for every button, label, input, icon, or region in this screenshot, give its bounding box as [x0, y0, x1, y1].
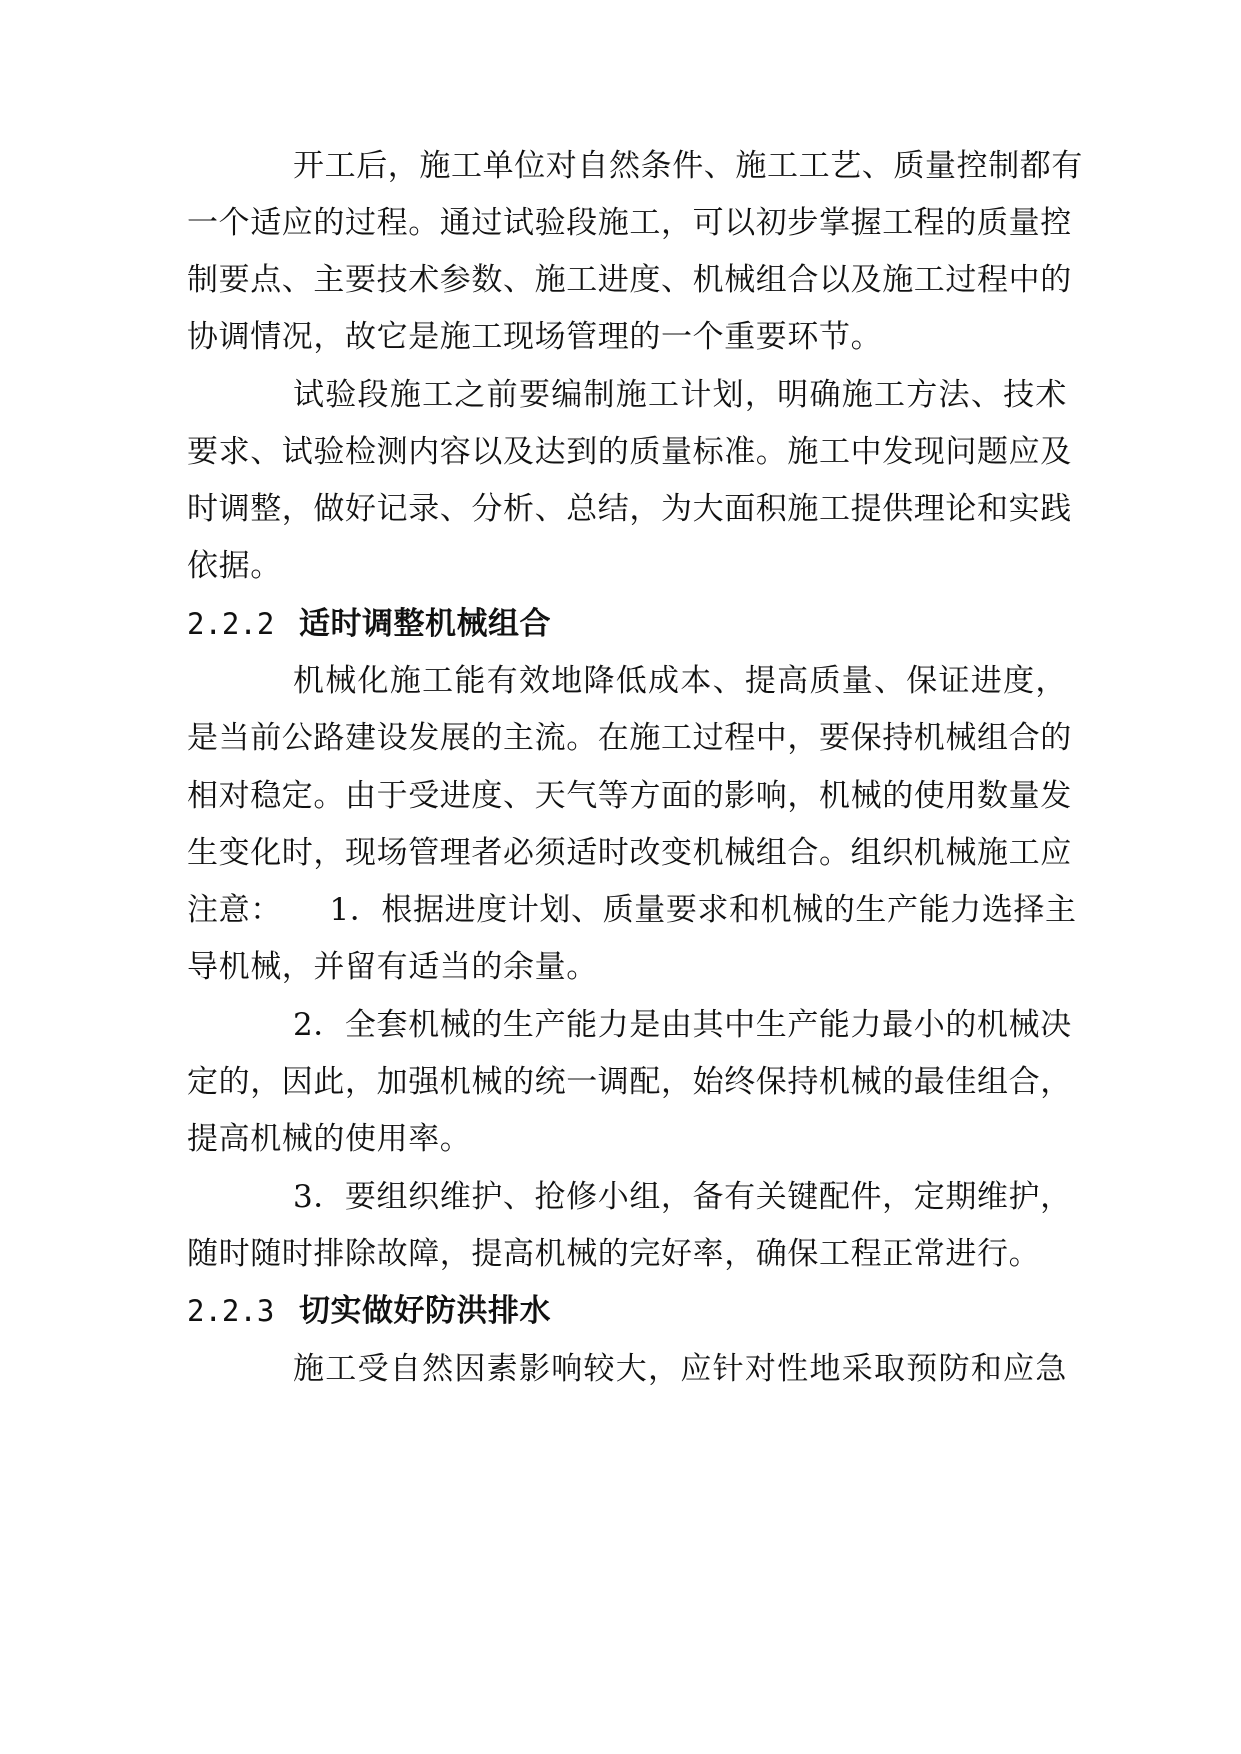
section-title: 适时调整机械组合 [299, 606, 551, 642]
section-title: 切实做好防洪排水 [299, 1293, 551, 1329]
paragraph-line: 机械化施工能有效地降低成本、提高质量、保证进度， [293, 663, 1067, 699]
paragraph-line: 试验段施工之前要编制施工计划，明确施工方法、技术 [293, 377, 1067, 413]
paragraph-line: 相对稳定。由于受进度、天气等方面的影响，机械的使用数量发 [187, 778, 1072, 814]
paragraph-line: 注意： 1．根据进度计划、质量要求和机械的生产能力选择主 [187, 892, 1077, 928]
paragraph-line: 一个适应的过程。通过试验段施工，可以初步掌握工程的质量控 [187, 205, 1072, 241]
list-item-line: 提高机械的使用率。 [187, 1121, 472, 1157]
section-heading-2-2-2 [187, 604, 1067, 644]
paragraph-line: 施工受自然因素影响较大，应针对性地采取预防和应急 [293, 1351, 1067, 1387]
paragraph-line: 依据。 [187, 548, 282, 584]
list-item-line: 3．要组织维护、抢修小组，备有关键配件，定期维护， [293, 1179, 1072, 1215]
list-item-line: 2．全套机械的生产能力是由其中生产能力最小的机械决 [293, 1007, 1072, 1043]
paragraph-line: 制要点、主要技术参数、施工进度、机械组合以及施工过程中的 [187, 262, 1072, 298]
paragraph-line: 是当前公路建设发展的主流。在施工过程中，要保持机械组合的 [187, 720, 1072, 756]
paragraph-line: 时调整，做好记录、分析、总结，为大面积施工提供理论和实践 [187, 491, 1072, 527]
list-item-line: 定的，因此，加强机械的统一调配，始终保持机械的最佳组合， [187, 1064, 1072, 1100]
section-heading-2-2-3 [187, 1291, 1067, 1331]
paragraph-line: 导机械，并留有适当的余量。 [187, 949, 598, 985]
paragraph-line: 协调情况，故它是施工现场管理的一个重要环节。 [187, 319, 883, 355]
paragraph-line: 要求、试验检测内容以及达到的质量标准。施工中发现问题应及 [187, 434, 1072, 470]
section-number: 2.2.2 [187, 607, 275, 641]
list-item-line: 随时随时排除故障，提高机械的完好率，确保工程正常进行。 [187, 1236, 1041, 1272]
section-number: 2.2.3 [187, 1294, 275, 1328]
paragraph-line: 开工后，施工单位对自然条件、施工工艺、质量控制都有 [293, 148, 1083, 184]
paragraph-line: 生变化时，现场管理者必须适时改变机械组合。组织机械施工应 [187, 835, 1072, 871]
